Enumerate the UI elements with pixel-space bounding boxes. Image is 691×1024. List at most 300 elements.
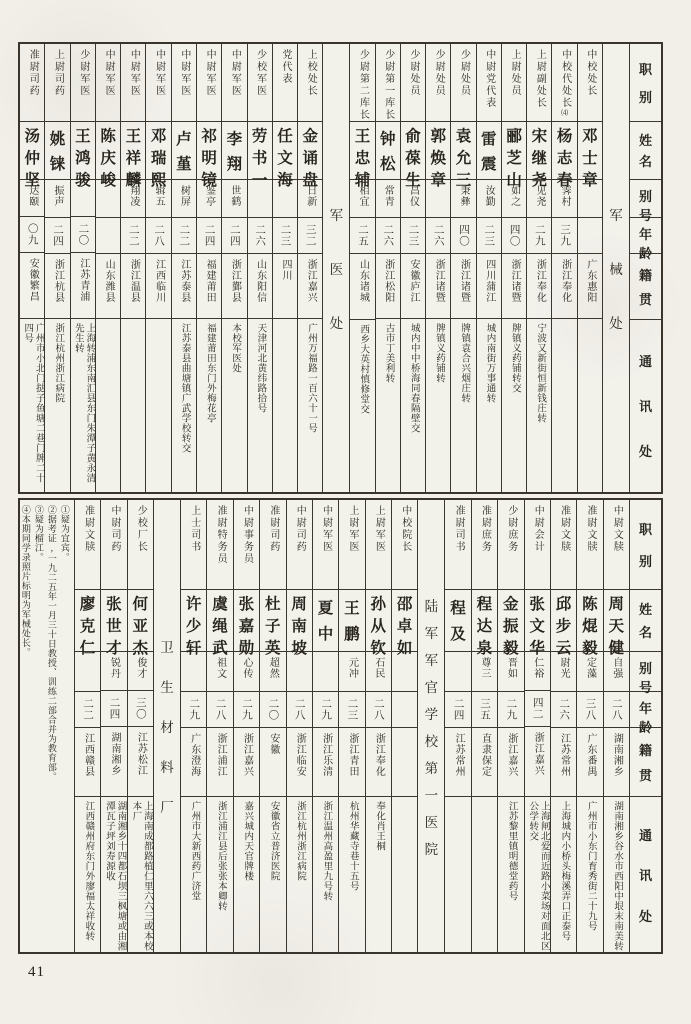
address-cell: 广州万福路一百六十一号 — [305, 323, 316, 434]
alias-cell — [75, 652, 100, 692]
address-cell: 浙江浦江县后张张本卿转 — [215, 801, 226, 912]
name-cell: 金 振 毅 — [498, 590, 523, 652]
rank-cell: 少尉军医 — [71, 44, 95, 122]
origin-cell: 浙江奉化 — [527, 254, 551, 320]
rank-cell: 少尉处员 — [426, 44, 450, 122]
row-header-label: 年 龄 — [630, 218, 661, 254]
section-column — [322, 44, 349, 492]
person-column — [70, 44, 95, 492]
alias-cell: 霁村 — [552, 180, 576, 218]
address-cell: 牌镇义药铺转交 — [509, 323, 520, 394]
origin-cell: 浙江嘉兴 — [525, 727, 550, 797]
person-column — [501, 44, 526, 492]
rank-cell: 中尉司药 — [101, 500, 126, 590]
origin-cell: 四川 — [273, 254, 297, 320]
alias-cell: 俊才 — [128, 652, 153, 692]
row-header-label: 别 号 — [630, 652, 661, 692]
origin-cell: 浙江嘉兴 — [234, 728, 259, 798]
rank-cell: 上尉司药 — [45, 44, 69, 122]
address-cell: 奉化肖王桐 — [374, 801, 385, 852]
rank-cell: 少尉第二库长 — [350, 44, 374, 122]
person-column — [196, 44, 221, 492]
age-cell — [578, 218, 602, 254]
row-header-label: 通 讯 处 — [638, 354, 652, 460]
section-column — [153, 500, 180, 952]
origin-cell: 江苏青浦 — [71, 253, 95, 319]
address-cell: 上海城内小桥头梅溪弄口正泰号 — [559, 801, 570, 942]
age-cell: 二二 — [172, 218, 196, 254]
row-header-label: 别 号 — [630, 180, 661, 218]
name-cell: 张 文 华 — [525, 590, 550, 652]
name-cell: 廖 克 仁 — [75, 590, 100, 652]
roster-table-bottom — [18, 498, 663, 954]
origin-cell: 浙江青田 — [339, 728, 364, 798]
address-cell: 城内中中桥海同春隔壁交 — [408, 323, 419, 434]
person-column — [497, 500, 523, 952]
address-cell — [273, 319, 297, 492]
person-column — [221, 44, 246, 492]
alias-cell: 锐丹 — [101, 652, 126, 692]
age-cell: 四〇 — [502, 218, 526, 254]
name-cell: 王 鸿 骏 — [71, 122, 95, 180]
rank-cell: 上士司书 — [181, 500, 206, 590]
alias-cell: 晋如 — [498, 652, 523, 692]
origin-cell: 广东惠阳 — [578, 254, 602, 320]
rank-cell: 中尉会计 — [525, 500, 550, 590]
section-label: 卫 生 材 料 厂 — [160, 640, 174, 815]
name-cell: 周 南 坡 — [287, 590, 312, 652]
name-cell: 郭 焕 章 — [426, 122, 450, 180]
name-cell: 程 及 — [445, 590, 470, 652]
origin-cell: 直隶保定 — [472, 728, 497, 798]
origin-cell: 浙江奉化 — [366, 728, 391, 798]
name-cell: 汤 仲 坚 — [20, 122, 44, 180]
age-cell: 二九 — [181, 692, 206, 728]
address-cell: 广州市小北门挞子鱼塘二巷门牌二十四号 — [22, 323, 44, 484]
address-cell — [445, 797, 470, 952]
age-cell: 二四 — [222, 218, 246, 254]
name-cell: 张 世 才 — [101, 590, 126, 652]
age-cell: 二四 — [45, 218, 69, 254]
origin-cell: 浙江临安 — [287, 728, 312, 798]
name-cell: 钟 松 — [376, 122, 400, 180]
alias-cell: 祖文 — [207, 652, 232, 692]
alias-cell: 心传 — [234, 652, 259, 692]
address-cell: 城内南街万事通转 — [484, 323, 495, 404]
person-column — [100, 500, 126, 952]
age-cell: 四〇 — [451, 218, 475, 254]
name-cell: 许 少 轩 — [181, 590, 206, 652]
row-header-label: 通 讯 处 — [638, 827, 652, 924]
address-cell: 浙江杭州浙江病院 — [294, 801, 305, 882]
name-cell: 卢 堇 — [172, 122, 196, 180]
rank-cell: 中尉军医 — [313, 500, 338, 590]
alias-cell: 秉彝 — [451, 180, 475, 218]
roster-table-top — [18, 42, 663, 494]
section-column — [602, 44, 629, 492]
row-header-label: 籍 贯 — [630, 254, 661, 320]
person-column — [425, 44, 450, 492]
origin-cell: 江苏常州 — [551, 728, 576, 798]
section-column — [417, 500, 444, 952]
rank-cell: 中尉军医 — [146, 44, 170, 122]
age-cell: 四二 — [525, 691, 550, 727]
alias-cell: 常青 — [376, 180, 400, 218]
alias-cell — [287, 652, 312, 692]
address-cell: 江苏泰县曲塘镇广武学校转交 — [179, 323, 190, 454]
alias-cell: 元冲 — [339, 652, 364, 692]
row-header-label: 籍 贯 — [630, 728, 661, 798]
name-cell: 邓 士 章 — [578, 122, 602, 180]
alias-cell: 翔凌 — [121, 180, 145, 218]
age-cell: 二二 — [75, 692, 100, 728]
alias-cell: 尊三 — [472, 652, 497, 692]
footnote-line: ④本期同学录照片标明为军械处长。 — [20, 505, 31, 657]
name-cell: 孙 从 钦 — [366, 590, 391, 652]
address-cell: 湖南湘乡谷水市西阳中垠末南美转 — [612, 801, 623, 952]
address-cell: 江西赣州府东门外廖福太祥收转 — [83, 801, 94, 942]
person-column — [120, 44, 145, 492]
footnote-line: ②据考证,一九二五年一月三十日教授、训练二部合并为教育部。 — [46, 505, 57, 782]
address-cell — [96, 319, 120, 492]
person-column — [259, 500, 285, 952]
age-cell: 二六 — [426, 218, 450, 254]
person-column — [526, 44, 551, 492]
address-cell: 嘉兴城内天官牌楼 — [242, 801, 253, 882]
person-column — [400, 44, 425, 492]
name-cell: 李 翔 — [222, 122, 246, 180]
row-header-label: 姓 名 — [630, 122, 661, 180]
name-cell: 王 鹏 — [339, 590, 364, 652]
name-cell: 夏 中 — [313, 590, 338, 652]
address-cell: 牌镇袁合兴烟庄转 — [459, 323, 470, 404]
alias-cell: 见尧 — [527, 180, 551, 218]
address-cell: 安徽省立普济医院 — [268, 801, 279, 882]
rowheader-column — [629, 500, 661, 952]
person-column — [471, 500, 497, 952]
name-cell: 王 忠 辅 — [350, 122, 374, 180]
footnote-line: ③疑为榴江。 — [33, 505, 44, 562]
name-cell: 杜 子 英 — [260, 590, 285, 652]
alias-cell: 树屏 — [172, 180, 196, 218]
address-cell: 上海南成都路植仁里六六三或本校本厂 — [130, 801, 152, 951]
name-cell: 姚 铼 — [45, 122, 69, 180]
alias-cell: 仁裕 — [525, 652, 550, 692]
address-cell: 天津河北黄纬路拾号 — [255, 323, 266, 414]
age-cell: 二四 — [445, 692, 470, 728]
age-cell: 二九 — [313, 692, 338, 728]
person-column — [603, 500, 629, 952]
name-cell: 虞 绳 武 — [207, 590, 232, 652]
person-column — [20, 44, 44, 492]
name-cell: 陈 庆 峻 — [96, 122, 120, 180]
rank-cell: 准尉特务员 — [207, 500, 232, 590]
origin-cell — [392, 728, 417, 798]
name-cell: 任 文 海 — [273, 122, 297, 180]
section-label: 军 械 处 — [609, 208, 623, 331]
notes-column — [20, 500, 74, 952]
rank-cell: 中尉军医 — [222, 44, 246, 122]
rank-cell: 准尉庶务 — [472, 500, 497, 590]
rank-cell: 准尉文牍 — [75, 500, 100, 590]
address-cell — [472, 797, 497, 952]
rank-cell: 上尉军医 — [339, 500, 364, 590]
rank-cell: 上尉副处长 — [527, 44, 551, 122]
rank-cell: 准尉司书 — [445, 500, 470, 590]
age-cell: 二八 — [604, 692, 629, 728]
alias-cell: 尉光 — [551, 652, 576, 692]
origin-cell: 浙江浦江 — [207, 728, 232, 798]
age-cell — [96, 218, 120, 254]
rowheader-column — [629, 44, 661, 492]
age-cell: 三〇 — [128, 691, 153, 727]
alias-cell: 昌仪 — [401, 180, 425, 218]
person-column — [577, 44, 602, 492]
address-cell: 上海闸北爱而近路小菜场对面北区公学转交 — [527, 801, 549, 951]
alias-cell: 自强 — [604, 652, 629, 692]
age-cell: 二五 — [350, 218, 374, 254]
name-cell: 陈 焜 毅 — [577, 590, 602, 652]
address-cell — [578, 319, 602, 492]
rank-cell: 上校处长 — [298, 44, 322, 122]
rank-cell: 中尉军医 — [121, 44, 145, 122]
address-cell: 牌镇义药铺转 — [434, 323, 445, 384]
alias-cell: 日新 — [298, 180, 322, 218]
rank-cell: 中尉军医 — [96, 44, 120, 122]
person-column — [391, 500, 417, 952]
alias-cell: 振声 — [45, 180, 69, 218]
alias-cell — [313, 652, 338, 692]
person-column — [286, 500, 312, 952]
address-cell: 广州市大新西药广济堂 — [189, 801, 200, 902]
address-cell: 上海转浦东南汇县东门朱潭子黄永清先生转 — [72, 323, 95, 484]
address-cell: 本校军医处 — [230, 323, 241, 374]
alias-cell — [71, 180, 95, 218]
rank-cell: 少尉处员 — [401, 44, 425, 122]
age-cell — [392, 692, 417, 728]
person-column — [338, 500, 364, 952]
address-cell: 福建莆田东门外梅花亭 — [204, 323, 215, 424]
person-column — [44, 44, 69, 492]
person-column — [206, 500, 232, 952]
person-column — [551, 44, 576, 492]
page-number: 41 — [28, 964, 45, 980]
name-cell: 王 祥 麟 — [121, 122, 145, 180]
name-cell: 程 达 泉 — [472, 590, 497, 652]
alias-cell: 世鹤 — [222, 180, 246, 218]
name-cell: 袁 允 三 — [451, 122, 475, 180]
rank-cell: 中校代处长⑷ — [552, 44, 576, 122]
address-cell — [552, 319, 576, 492]
origin-cell: 江苏泰县 — [172, 254, 196, 320]
origin-cell: 江苏常州 — [445, 728, 470, 798]
rank-cell: 中尉事务员 — [234, 500, 259, 590]
alias-cell: 定藻 — [577, 652, 602, 692]
person-column — [365, 500, 391, 952]
age-cell: 二八 — [366, 692, 391, 728]
origin-cell: 浙江奉化 — [552, 254, 576, 320]
rank-cell: 少尉庶务 — [498, 500, 523, 590]
address-cell: 杭州华藏寺巷十五号 — [347, 801, 358, 892]
age-cell: 二四 — [101, 691, 126, 727]
row-header-label: 职 别 — [630, 44, 661, 122]
origin-cell: 山东潍县 — [96, 254, 120, 320]
alias-cell: 达颐 — [20, 180, 44, 218]
person-column — [375, 44, 400, 492]
origin-cell: 广东番禺 — [577, 728, 602, 798]
section-label: 陆 军 军 官 学 校 第 一 医 院 — [424, 598, 439, 857]
rank-cell: 上尉处员 — [502, 44, 526, 122]
alias-cell — [273, 180, 297, 218]
age-cell: 二九 — [234, 692, 259, 728]
address-cell: 广州市小东门育秀街二十九号 — [585, 801, 596, 932]
name-cell: 张 嘉 勋 — [234, 590, 259, 652]
person-column — [145, 44, 170, 492]
name-cell: 邓 瑞 熙 — [146, 122, 170, 180]
alias-cell: 超然 — [260, 652, 285, 692]
rank-cell: 中尉党代表 — [477, 44, 501, 122]
row-header-label: 姓 名 — [630, 590, 661, 652]
age-cell: 〇九 — [20, 217, 44, 253]
origin-cell: 浙江松阳 — [376, 254, 400, 320]
name-cell: 祁 明 镜 — [197, 122, 221, 180]
origin-cell: 浙江温县 — [121, 254, 145, 320]
age-cell: 三五 — [472, 692, 497, 728]
origin-cell: 四川蒲江 — [477, 254, 501, 320]
name-cell: 劳 书 一 — [248, 122, 272, 180]
origin-cell: 山东诸城 — [350, 254, 374, 320]
rank-cell: 少尉第一库长 — [376, 44, 400, 122]
address-cell — [121, 319, 145, 492]
address-cell: 江苏黎里镇明德堂药号 — [506, 801, 517, 902]
age-cell: 二六 — [248, 218, 272, 254]
alias-cell: 如之 — [502, 180, 526, 218]
alias-cell — [426, 180, 450, 218]
rank-cell: 少校厂长 — [128, 500, 153, 590]
age-cell: 三二 — [298, 218, 322, 254]
age-cell: 二三 — [273, 218, 297, 254]
rank-cell: 中校院长 — [392, 500, 417, 590]
age-cell: 二九 — [527, 218, 551, 254]
age-cell: 三九 — [552, 218, 576, 254]
alias-cell: 辑五 — [146, 180, 170, 218]
age-cell: 二八 — [287, 692, 312, 728]
address-cell: 浙江杭州浙江病院 — [53, 323, 64, 404]
name-cell: 雷 震 — [477, 122, 501, 180]
person-column — [450, 44, 475, 492]
age-cell: 二〇 — [260, 692, 285, 728]
rank-cell: 中尉军医 — [197, 44, 221, 122]
person-column — [444, 500, 470, 952]
person-column — [127, 500, 153, 952]
origin-cell: 浙江诸暨 — [451, 254, 475, 320]
origin-cell: 浙江诸暨 — [426, 254, 450, 320]
rank-cell: 中尉司药 — [287, 500, 312, 590]
origin-cell: 浙江乐清 — [313, 728, 338, 798]
address-cell: 宁波又新街恒新钱庄转 — [535, 323, 546, 424]
age-cell: 二六 — [551, 692, 576, 728]
origin-cell: 湖南湘乡 — [101, 727, 126, 797]
address-cell — [146, 319, 170, 492]
origin-cell: 安徽庐江 — [401, 254, 425, 320]
person-column — [233, 500, 259, 952]
section-label: 军 医 处 — [329, 208, 344, 331]
age-cell: 二九 — [498, 692, 523, 728]
name-cell: 邱 步 云 — [551, 590, 576, 652]
age-cell: 二四 — [197, 218, 221, 254]
rank-cell: 中尉文牍 — [604, 500, 629, 590]
rank-cell: 上尉军医 — [366, 500, 391, 590]
alias-cell: 石民 — [366, 652, 391, 692]
address-cell: 湖南湘乡十四都石坝三枫塘或由湘潭瓦子坪刘寿源收 — [103, 801, 126, 951]
name-cell: 宋 继 尧 — [527, 122, 551, 180]
alias-cell — [181, 652, 206, 692]
footnotes — [20, 500, 74, 952]
origin-cell: 广东澄海 — [181, 728, 206, 798]
origin-cell: 湖南湘乡 — [604, 728, 629, 798]
address-cell: 古市丁美利转 — [383, 323, 394, 384]
rank-cell: 准尉司药 — [260, 500, 285, 590]
rank-cell: 中尉军医 — [172, 44, 196, 122]
person-column — [576, 500, 602, 952]
person-column — [95, 44, 120, 492]
person-column — [297, 44, 322, 492]
alias-cell — [96, 180, 120, 218]
rank-cell: 少尉处员 — [451, 44, 475, 122]
origin-cell: 浙江诸暨 — [502, 254, 526, 320]
footnote-ref-mark: ⑷ — [560, 109, 569, 116]
rank-cell: 准尉文牍 — [577, 500, 602, 590]
alias-cell: 相宜 — [350, 180, 374, 218]
name-cell: 金 诵 盘 — [298, 122, 322, 180]
origin-cell: 江苏松江 — [128, 727, 153, 797]
origin-cell: 福建莆田 — [197, 254, 221, 320]
rank-cell: 党代表 — [273, 44, 297, 122]
address-cell: 浙江温州高盈里九号转 — [321, 801, 332, 902]
row-header-label: 年 龄 — [630, 692, 661, 728]
person-column — [171, 44, 196, 492]
origin-cell: 安徽繁昌 — [20, 253, 44, 319]
rank-cell: 准尉文牍 — [551, 500, 576, 590]
age-cell: 二三 — [401, 218, 425, 254]
row-header-label: 职 别 — [630, 500, 661, 590]
person-column — [272, 44, 297, 492]
age-cell: 二八 — [146, 218, 170, 254]
age-cell: 二〇 — [71, 217, 95, 253]
alias-cell — [445, 652, 470, 692]
person-column — [247, 44, 272, 492]
name-cell: 邵 卓 如 — [392, 590, 417, 652]
person-column — [349, 44, 374, 492]
person-column — [550, 500, 576, 952]
alias-cell: 鉴亭 — [197, 180, 221, 218]
footnote-line: ①疑为宜宾。 — [59, 505, 70, 562]
name-cell: 郦 芝 山 — [502, 122, 526, 180]
alias-cell — [578, 180, 602, 218]
person-column — [312, 500, 338, 952]
rank-cell: 准尉司药 — [20, 44, 44, 122]
address-cell — [392, 797, 417, 952]
age-cell: 二二 — [121, 218, 145, 254]
alias-cell — [392, 652, 417, 692]
name-cell: 周 天 健 — [604, 590, 629, 652]
name-cell: 何 亚 杰 — [128, 590, 153, 652]
origin-cell: 山东阳信 — [248, 254, 272, 320]
address-cell: 西乡大英村慎修堂交 — [358, 323, 369, 414]
rank-cell: 少校军医 — [248, 44, 272, 122]
origin-cell: 浙江杭县 — [45, 254, 69, 320]
rank-cell: 中校处长 — [578, 44, 602, 122]
